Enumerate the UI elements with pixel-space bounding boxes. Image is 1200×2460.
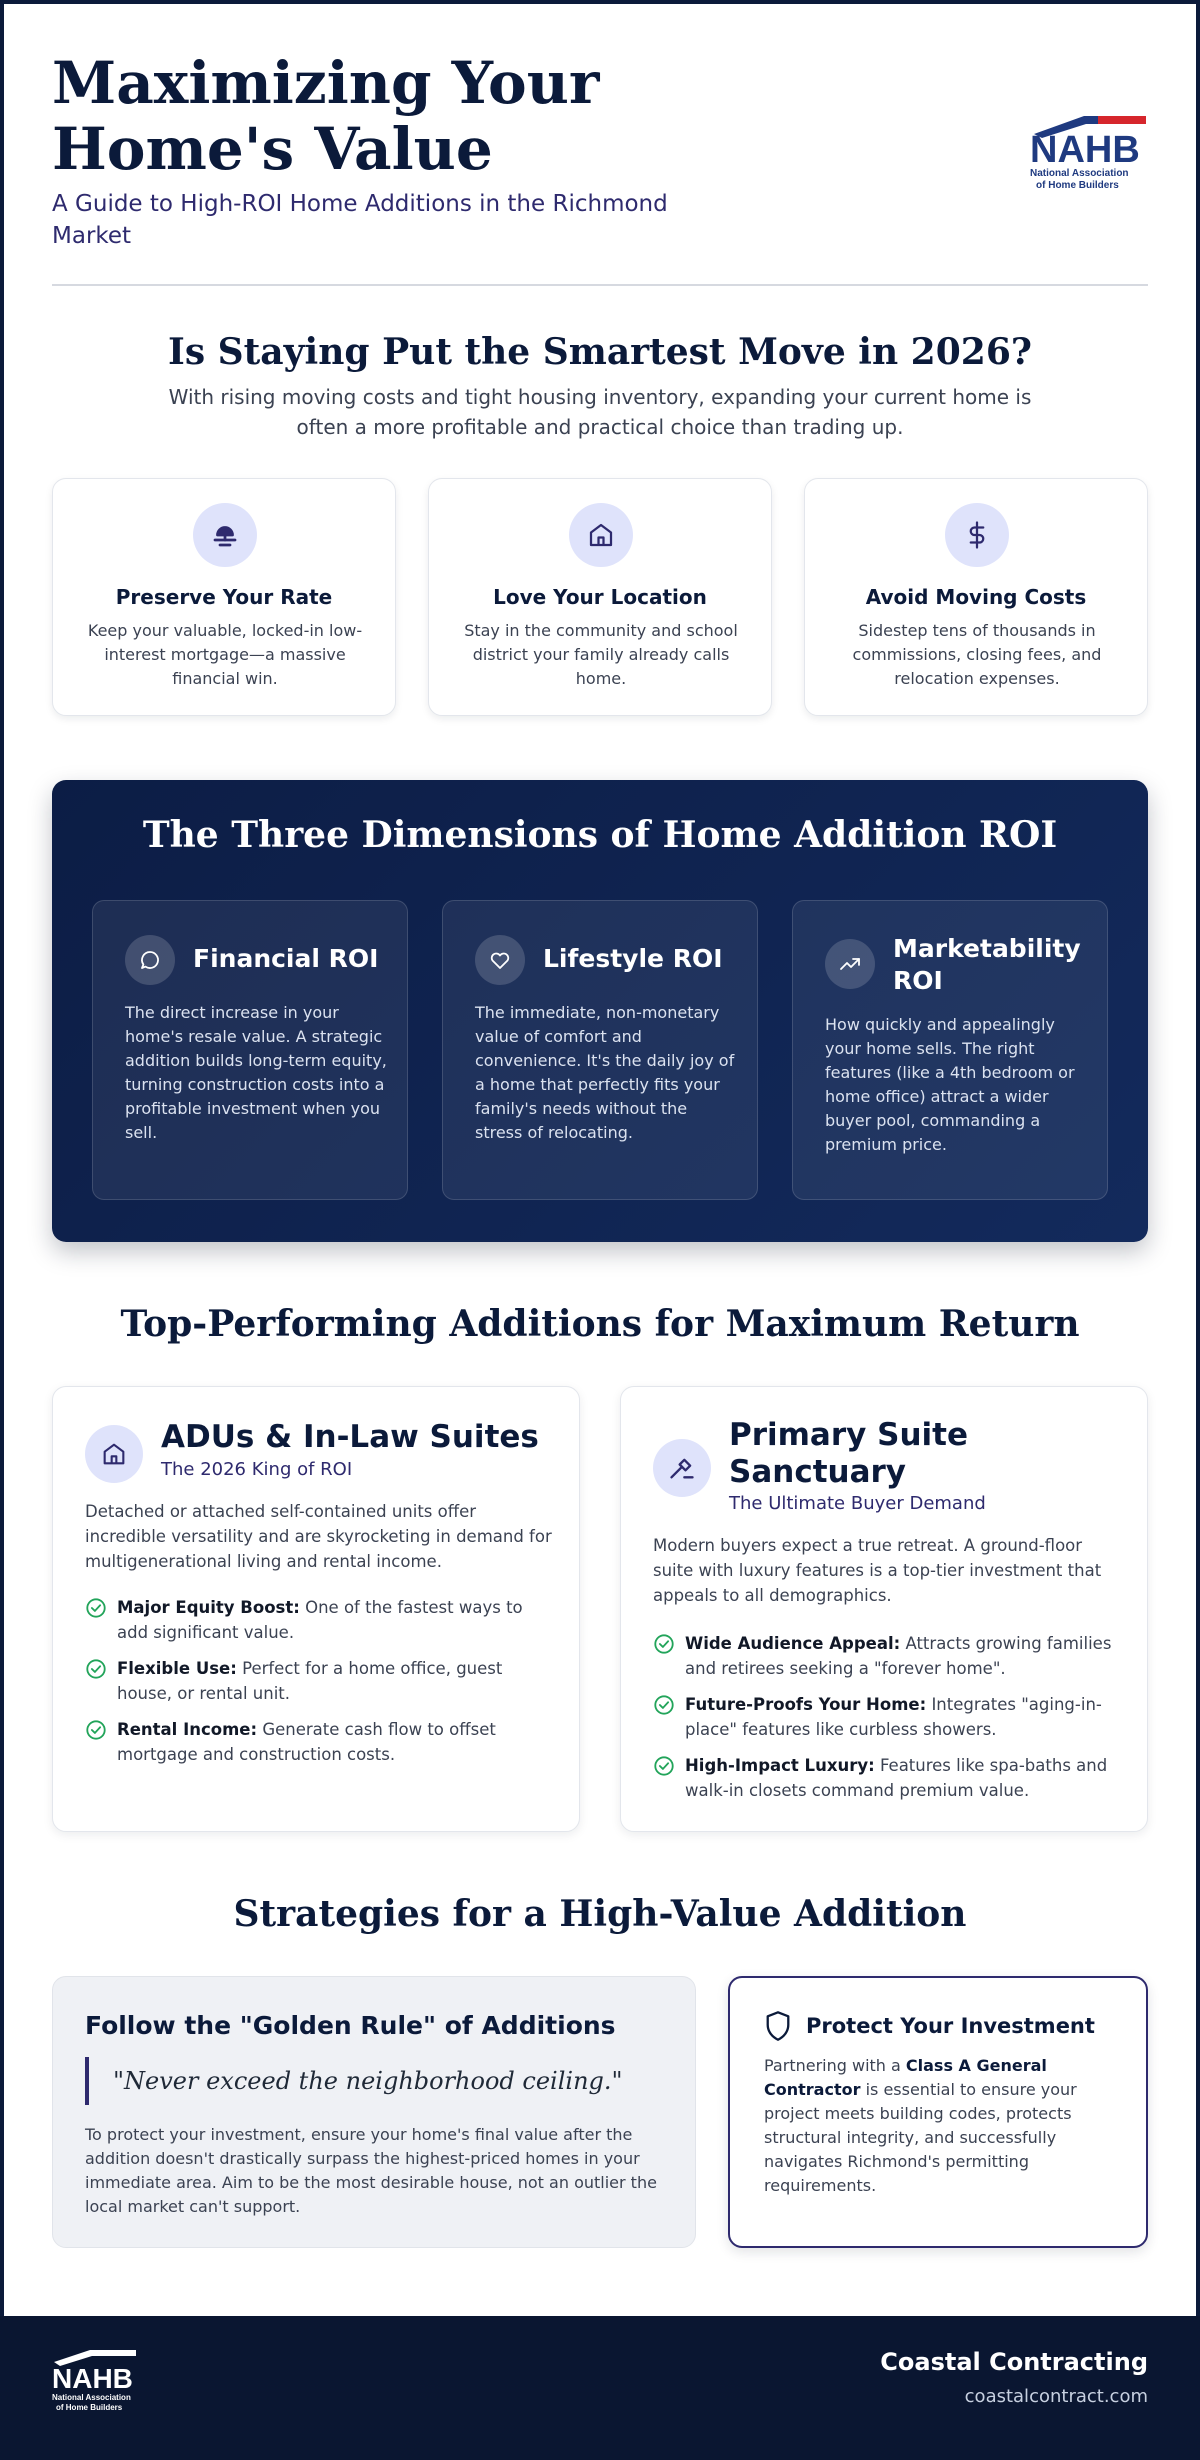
point-text: Integrates "aging-in-place" features like curbless showers.	[685, 1695, 1102, 1739]
contractor-emphasis: Class A General Contractor	[764, 2056, 1047, 2099]
home-icon	[85, 1425, 143, 1483]
footer-logo-line1: National Association	[52, 2393, 131, 2402]
addition-desc: Modern buyers expect a true retreat. A ground-floor suite with luxury features is a top-tier investment that appeals to all demographics.	[653, 1536, 1102, 1605]
check-circle-icon	[85, 1658, 107, 1680]
roi-panel	[52, 780, 1148, 1242]
point-text: One of the fastest ways to add significant value.	[117, 1598, 523, 1642]
reason-title: Love Your Location	[493, 585, 707, 609]
point-label: Rental Income:	[117, 1720, 258, 1739]
roi-card-text: How quickly and appealingly your home sells. The right features (like a 4th bedroom or home office) attract a wider buyer pool, commanding a premium price.	[825, 1015, 1075, 1154]
addition-title: ADUs & In-Law Suites	[161, 1419, 539, 1455]
additions-heading: Top-Performing Additions for Maximum Return	[120, 1303, 1080, 1345]
shield-icon	[764, 2010, 792, 2042]
check-circle-icon	[653, 1694, 675, 1716]
company-name: Coastal Contracting	[880, 2348, 1148, 2376]
addition-subtitle: The 2026 King of ROI	[161, 1459, 353, 1480]
point-label: Future-Proofs Your Home:	[685, 1695, 927, 1714]
company-url[interactable]: coastalcontract.com	[964, 2386, 1148, 2407]
roi-card-text: The immediate, non-monetary value of comfort and convenience. It's the daily joy of a home that perfectly fits your family's needs without the stress of relocating.	[475, 1003, 735, 1142]
reason-title: Preserve Your Rate	[115, 585, 333, 609]
list-item	[653, 1753, 1123, 1803]
heart-icon	[475, 935, 525, 985]
trending-up-icon	[825, 939, 875, 989]
footer-logo-text: NAHB	[52, 2363, 133, 2394]
reason-title: Avoid Moving Costs	[865, 585, 1087, 609]
point-text: Perfect for a home office, guest house, or rental unit.	[117, 1659, 503, 1703]
piggy-bank-icon	[193, 503, 257, 567]
reason-card-location	[428, 478, 772, 716]
dollar-icon	[945, 503, 1009, 567]
strategies-heading: Strategies for a High-Value Addition	[233, 1893, 967, 1935]
reason-card-costs	[804, 478, 1148, 716]
check-circle-icon	[653, 1633, 675, 1655]
point-text: Features like spa-baths and walk-in closets command premium value.	[685, 1756, 1108, 1800]
nahb-logo-text-na: NAHB	[1030, 129, 1140, 171]
page-subtitle: A Guide to High-ROI Home Additions in the Richmond Market	[52, 191, 668, 249]
roi-card-title: Marketability ROI	[893, 934, 1081, 995]
list-item	[85, 1717, 555, 1767]
check-circle-icon	[85, 1719, 107, 1741]
check-circle-icon	[85, 1597, 107, 1619]
roi-heading: The Three Dimensions of Home Addition ROI	[142, 814, 1058, 856]
footer	[0, 2316, 1200, 2460]
protect-investment-card	[728, 1976, 1148, 2248]
addition-title: Primary Suite Sanctuary	[729, 1417, 969, 1490]
reason-text: Sidestep tens of thousands in commissions, closing fees, and relocation expenses.	[852, 621, 1102, 688]
list-item	[653, 1631, 1123, 1681]
roi-card-title: Financial ROI	[193, 944, 379, 973]
list-item	[653, 1692, 1123, 1742]
reason-card-rate	[52, 478, 396, 716]
golden-rule-quote: "Never exceed the neighborhood ceiling."	[85, 2057, 623, 2105]
list-item	[85, 1595, 555, 1645]
nahb-logo-line2: of Home Builders	[1036, 180, 1119, 191]
roi-card-financial	[92, 900, 408, 1200]
roi-card-lifestyle	[442, 900, 758, 1200]
golden-rule-card	[52, 1976, 696, 2248]
protect-title: Protect Your Investment	[806, 2014, 1095, 2038]
nahb-footer-logo	[50, 2348, 140, 2414]
point-label: High-Impact Luxury:	[685, 1756, 875, 1775]
protect-text: Partnering with a Class A General Contractor is essential to ensure your project meets building codes, protects structural integrity, and successfully navigates Richmond's permitting requirements.	[764, 2056, 1077, 2195]
roi-card-marketability	[792, 900, 1108, 1200]
point-label: Wide Audience Appeal:	[685, 1634, 901, 1653]
point-text: Attracts growing families and retirees seeking a "forever home".	[685, 1634, 1112, 1678]
nahb-logo-line1: National Association	[1030, 168, 1129, 179]
reason-text: Keep your valuable, locked-in low-interest mortgage—a massive financial win.	[87, 621, 363, 688]
addition-points	[85, 1595, 555, 1778]
list-item	[85, 1656, 555, 1706]
addition-points	[653, 1631, 1123, 1814]
reason-text: Stay in the community and school district your family already calls home.	[464, 621, 738, 688]
addition-subtitle: The Ultimate Buyer Demand	[729, 1493, 986, 1514]
footer-logo-line2: of Home Builders	[56, 2403, 123, 2412]
roi-card-title: Lifestyle ROI	[543, 944, 723, 973]
home-icon	[569, 503, 633, 567]
addition-desc: Detached or attached self-contained units offer incredible versatility and are skyrocketing in demand for multigenerational living and rental income.	[85, 1502, 552, 1571]
addition-card-primary-suite	[620, 1386, 1148, 1832]
point-label: Flexible Use:	[117, 1659, 237, 1678]
check-circle-icon	[653, 1755, 675, 1777]
page-title: Maximizing Your Home's Value	[52, 49, 600, 183]
addition-card-adu	[52, 1386, 580, 1832]
roi-card-text: The direct increase in your home's resale value. A strategic addition builds long-term equity, turning construction costs into a profitable investment when you sell.	[125, 1003, 387, 1142]
point-text: Generate cash flow to offset mortgage and construction costs.	[117, 1720, 496, 1764]
intro-lead: With rising moving costs and tight housing inventory, expanding your current home is often a more profitable and practical choice than trading up.	[168, 385, 1032, 439]
header-divider	[52, 284, 1148, 286]
golden-rule-title: Follow the "Golden Rule" of Additions	[85, 2011, 616, 2040]
golden-rule-text: To protect your investment, ensure your home's final value after the addition doesn't drastically surpass the highest-priced homes in your immediate area. Aim to be the most desirable house, not an outlier the local market can't support.	[85, 2125, 657, 2216]
point-label: Major Equity Boost:	[117, 1598, 300, 1617]
hammer-icon	[653, 1439, 711, 1497]
chat-bubble-icon	[125, 935, 175, 985]
nahb-logo	[1028, 110, 1150, 194]
intro-heading: Is Staying Put the Smartest Move in 2026?	[168, 331, 1032, 373]
